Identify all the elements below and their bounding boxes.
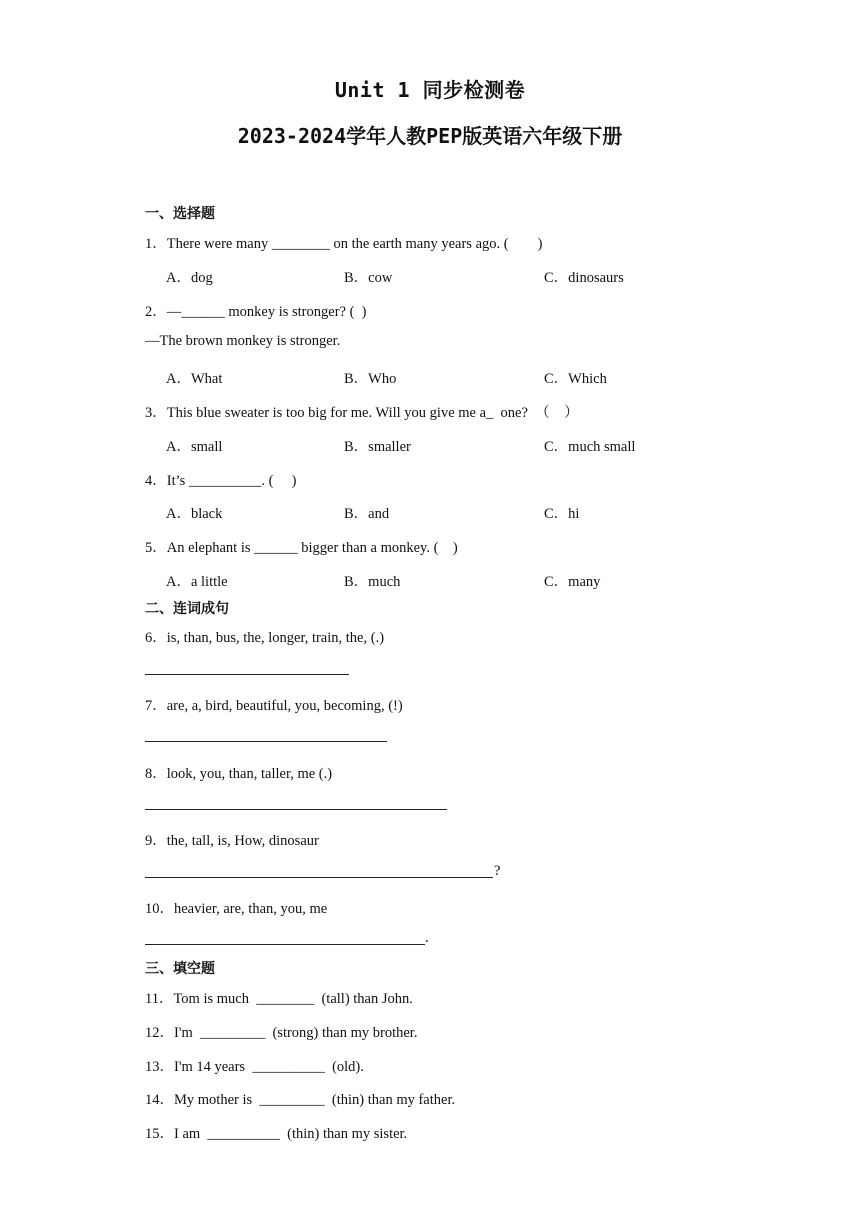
q2-option-c: C．Which: [544, 371, 607, 387]
q5-option-b: B．much: [344, 574, 401, 590]
question-12: 12．I'm _________ (strong) than my brother.: [145, 1025, 418, 1041]
answer-line-10: [145, 944, 425, 945]
answer-line-7: [145, 741, 387, 742]
q3-option-a: A．small: [166, 439, 223, 455]
question-9: 9．the, tall, is, How, dinosaur: [145, 833, 319, 849]
q2-option-b: B．Who: [344, 371, 397, 387]
question-10-end-mark: .: [425, 930, 429, 946]
q1-option-b: B．cow: [344, 270, 393, 286]
answer-line-9: [145, 877, 493, 878]
page-subtitle: 2023-2024学年人教PEP版英语六年级下册: [237, 124, 623, 148]
section-heading-fill: 三、填空题: [145, 961, 215, 977]
question-4: 4．It’s __________. ( ): [145, 473, 297, 489]
question-3: 3．This blue sweater is too big for me. Will you give me a_ one? （ ）: [145, 405, 579, 421]
question-2: 2．—______ monkey is stronger? ( ): [145, 304, 367, 320]
question-11: 11．Tom is much ________ (tall) than John.: [145, 991, 413, 1007]
section-heading-choice: 一、选择题: [145, 206, 215, 222]
q1-option-c: C．dinosaurs: [544, 270, 624, 286]
question-13: 13．I'm 14 years __________ (old).: [145, 1059, 364, 1075]
question-5: 5．An elephant is ______ bigger than a monkey. ( ): [145, 540, 458, 556]
answer-line-8: [145, 809, 447, 810]
question-8: 8．look, you, than, taller, me (.): [145, 766, 333, 782]
q5-option-a: A．a little: [166, 574, 228, 590]
q2-option-a: A．What: [166, 371, 223, 387]
q4-option-a: A．black: [166, 506, 223, 522]
question-6: 6．is, than, bus, the, longer, train, the, (.): [145, 630, 385, 646]
question-7: 7．are, a, bird, beautiful, you, becoming, (!): [145, 698, 403, 714]
question-2-reply: —The brown monkey is stronger.: [145, 333, 341, 349]
q1-option-a: A．dog: [166, 270, 213, 286]
question-10: 10．heavier, are, than, you, me: [145, 901, 328, 917]
q5-option-c: C．many: [544, 574, 601, 590]
q4-option-b: B．and: [344, 506, 390, 522]
q3-option-b: B．smaller: [344, 439, 411, 455]
answer-line-6: [145, 674, 349, 675]
section-heading-sentence: 二、连词成句: [145, 601, 229, 617]
question-14: 14．My mother is _________ (thin) than my father.: [145, 1092, 456, 1108]
page-title: Unit 1 同步检测卷: [334, 78, 526, 102]
q4-option-c: C．hi: [544, 506, 580, 522]
q3-option-c: C．much small: [544, 439, 636, 455]
question-15: 15．I am __________ (thin) than my sister.: [145, 1126, 408, 1142]
question-1: 1．There were many ________ on the earth many years ago. ( ): [145, 236, 543, 252]
question-9-end-mark: ?: [494, 863, 501, 879]
